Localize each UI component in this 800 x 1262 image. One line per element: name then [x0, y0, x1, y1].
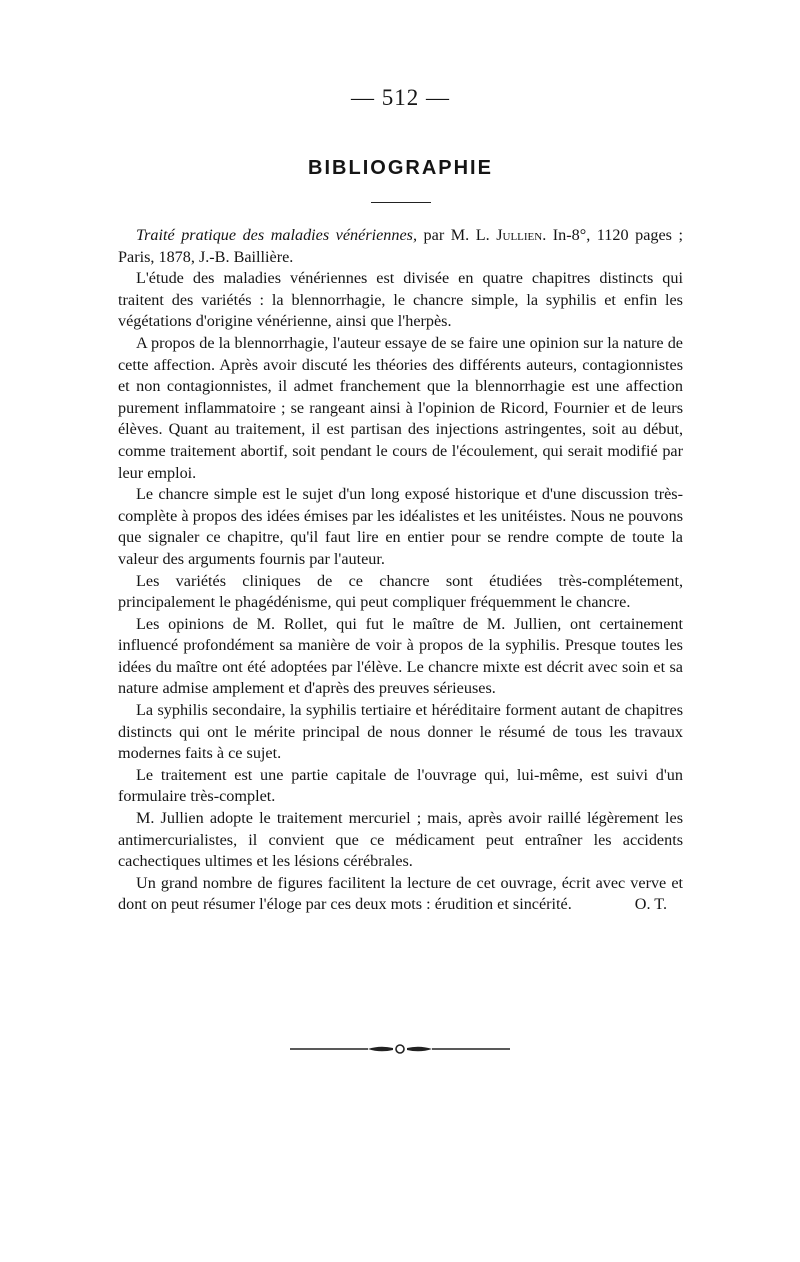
- citation-by: par M. L.: [417, 226, 497, 244]
- review-paragraph: Les opinions de M. Rollet, qui fut le maître de M. Jullien, ont certainement influencé profondément sa manière de voir à propos de la syphilis. Presque toutes les idées du maître ont été adoptées par l'élève. Le chancre mixte est décrit avec soin et sa nature admise amplement et d'après des preuves sérieuses.: [118, 614, 683, 698]
- review-paragraph: Les variétés cliniques de ce chancre sont étudiées très-complétement, principalement le phagédénisme, qui peut compliquer fréquemment le chancre.: [118, 571, 683, 612]
- review-paragraph: L'étude des maladies vénériennes est divisée en quatre chapitres distincts qui traitent des variétés : la blennorrhagie, le chancre simple, la syphilis et enfin les végétations d'origine vénérienne, ainsi que l'herpès.: [118, 269, 683, 331]
- review-paragraph: M. Jullien adopte le traitement mercuriel ; mais, après avoir raillé légèrement les antimercurialistes, il convient que ce médicament peut entraîner les accidents cachectiques ultimes et les lésions cérébrales.: [118, 809, 683, 871]
- end-ornament: [290, 1036, 510, 1062]
- review-paragraph: Le chancre simple est le sujet d'un long exposé historique et d'une discussion très-complète à propos des idées émises par les idéalistes et les unitéistes. Nous ne pouvons que signaler ce chapitre, qu'il faut lire en entier pour se rendre compte de toute la valeur des arguments fournis par l'auteur.: [118, 485, 683, 568]
- closing-text: Un grand nombre de figures facilitent la lecture de cet ouvrage, écrit avec verve et dont on peut résumer l'éloge par ces deux mots : érudition et sincérité.: [118, 873, 683, 914]
- ornament-right-flourish: [407, 1047, 432, 1052]
- review-citation: [118, 225, 683, 268]
- review-paragraph: La syphilis secondaire, la syphilis tertiaire et héréditaire forment autant de chapitres distincts qui ont le mérite principal de nous donner le résumé de tous les travaux modernes faits à ce sujet.: [118, 701, 683, 763]
- author-name: Jullien: [496, 226, 543, 244]
- title-divider: [371, 202, 431, 203]
- review-paragraph: A propos de la blennorrhagie, l'auteur essaye de se faire une opinion sur la nature de cette affection. Après avoir discuté les théories des différents auteurs, contagionnistes et non contagionnistes, il admet franchement que la blennorrhagie est une affection purement inflammatoire ; se rangeant ainsi à l'opinion de Ricord, Fournier et de leurs élèves. Quant au traitement, il est partisan des injections astringentes, soit au début, comme traitement abortif, soit pendant le cours de l'écoulement, qui serait modifié par leur emploi.: [118, 333, 683, 482]
- ornament-center-circle: [396, 1045, 404, 1053]
- book-title: Traité pratique des maladies vénériennes,: [136, 226, 418, 244]
- ornament-left-flourish: [368, 1047, 393, 1052]
- publication-details: . In-8°, 1120 pages ; Paris, 1878, J.-B. Baillière.: [118, 226, 683, 266]
- page-number: — 512 —: [351, 85, 450, 110]
- page: [118, 84, 683, 916]
- section-title: BIBLIOGRAPHIE: [308, 157, 493, 179]
- review-paragraph: Le traitement est une partie capitale de l'ouvrage qui, lui-même, est suivi d'un formulaire très-complet.: [118, 765, 683, 806]
- signature: O. T.: [634, 895, 667, 914]
- review-body: [118, 225, 683, 916]
- closing-paragraph: [118, 873, 683, 916]
